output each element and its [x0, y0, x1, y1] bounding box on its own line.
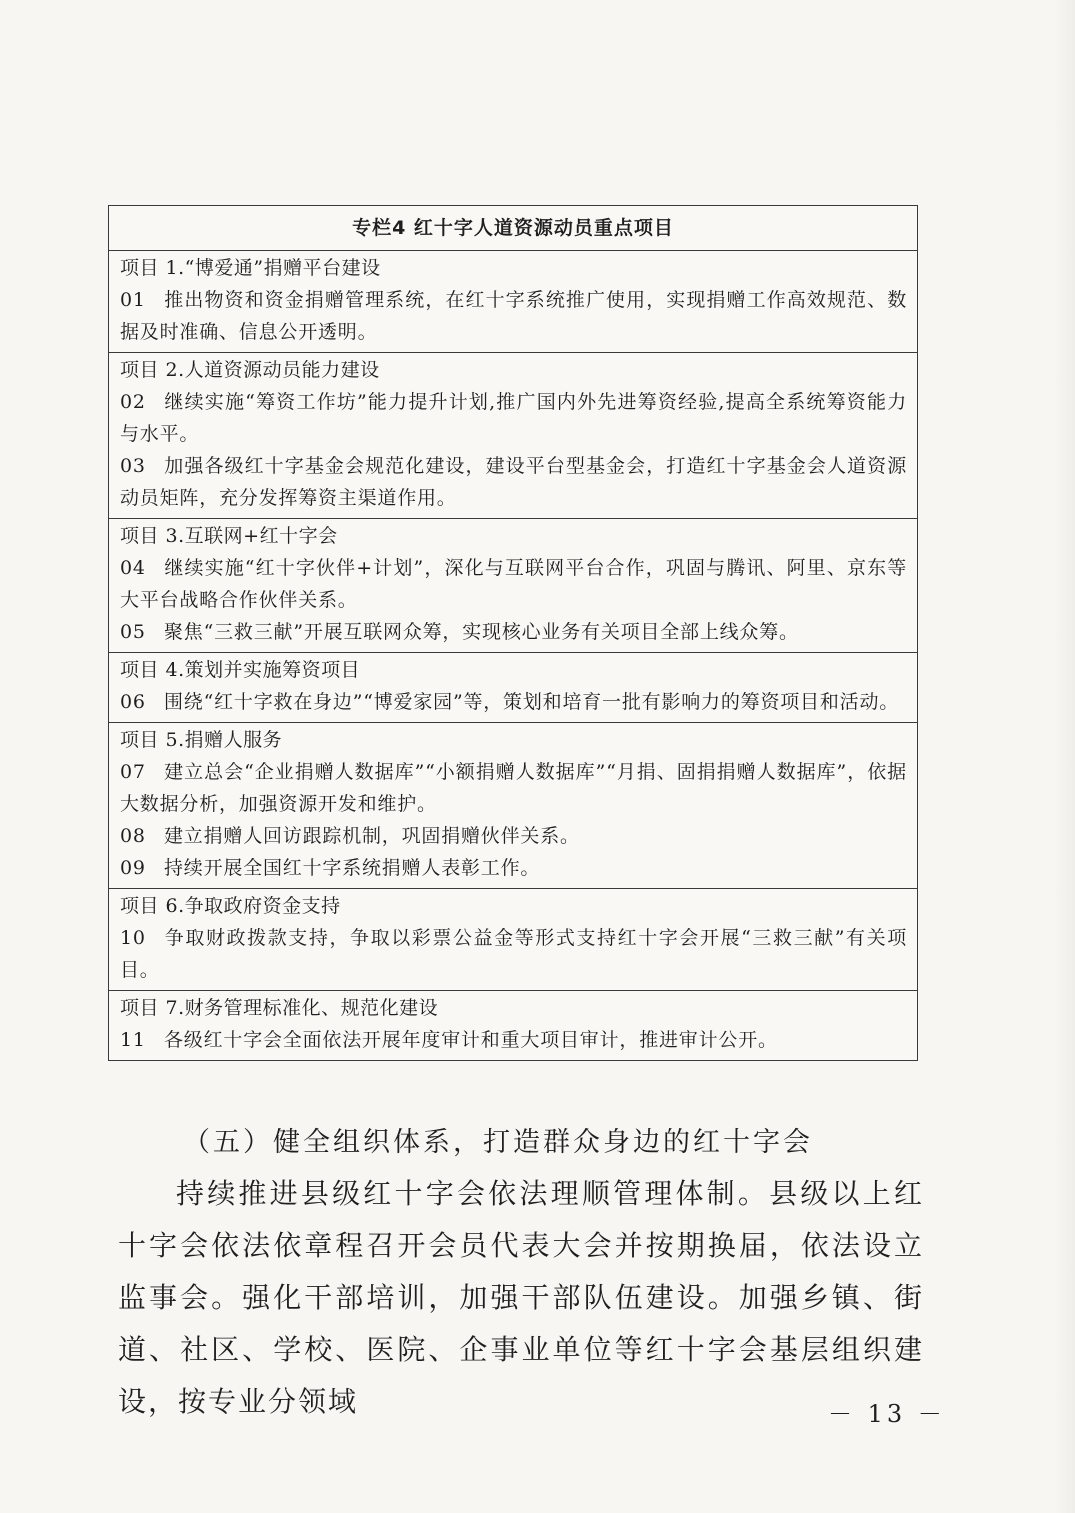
- project-item: [120, 852, 907, 884]
- item-text: 建立总会“企业捐赠人数据库”“小额捐赠人数据库”“月捐、固捐捐赠人数据库”，依据大数据分析，加强资源开发和维护。: [120, 761, 907, 815]
- item-text: 争取财政拨款支持，争取以彩票公益金等形式支持红十字会开展“三救三献”有关项目。: [120, 927, 907, 981]
- project-item: [120, 616, 907, 648]
- item-number: 05: [120, 621, 146, 643]
- item-text: 持续开展全国红十字系统捐赠人表彰工作。: [164, 857, 541, 879]
- project-item: [120, 284, 907, 348]
- project-title: 项目 3.互联网+红十字会: [120, 525, 338, 547]
- project-item: [120, 922, 907, 986]
- project-block: [109, 519, 917, 653]
- project-item: [120, 686, 907, 718]
- project-block: [109, 889, 917, 991]
- section-heading: （五）健全组织体系，打造群众身边的红十字会: [183, 1127, 813, 1158]
- item-number: 02: [120, 391, 146, 413]
- item-text: 推出物资和资金捐赠管理系统，在红十字系统推广使用，实现捐赠工作高效规范、数据及时准确、信息公开透明。: [120, 289, 907, 343]
- panel-title: 专栏4 红十字人道资源动员重点项目: [109, 206, 917, 251]
- project-title: 项目 1.“博爱通”捐赠平台建设: [120, 257, 381, 279]
- project-block: [109, 353, 917, 519]
- body-paragraph: 持续推进县级红十字会依法理顺管理体制。县级以上红十字会依法依章程召开会员代表大会并按期换届，依法设立监事会。强化干部培训，加强干部队伍建设。加强乡镇、街道、社区、学校、医院、企事业单位等红十字会基层组织建设，按专业分领域: [118, 1177, 924, 1418]
- project-item: [120, 1024, 907, 1056]
- item-text: 继续实施“红十字伙伴+计划”，深化与互联网平台合作，巩固与腾讯、阿里、京东等大平台战略合作伙伴关系。: [120, 557, 907, 611]
- project-block: [109, 723, 917, 889]
- item-text: 各级红十字会全面依法开展年度审计和重大项目审计，推进审计公开。: [164, 1029, 778, 1051]
- project-title: 项目 4.策划并实施筹资项目: [120, 659, 361, 681]
- item-number: 11: [120, 1029, 146, 1051]
- project-item: [120, 552, 907, 616]
- item-text: 加强各级红十字基金会规范化建设，建设平台型基金会，打造红十字基金会人道资源动员矩阵，充分发挥筹资主渠道作用。: [120, 455, 907, 509]
- item-number: 06: [120, 691, 146, 713]
- item-number: 07: [120, 761, 146, 783]
- item-number: 08: [120, 825, 146, 847]
- page-edge-shadow: [1053, 0, 1075, 1513]
- project-item: [120, 450, 907, 514]
- project-title: 项目 6.争取政府资金支持: [120, 895, 341, 917]
- item-number: 04: [120, 557, 146, 579]
- project-list: [109, 251, 917, 1060]
- project-block: [109, 251, 917, 353]
- project-item: [120, 756, 907, 820]
- item-number: 01: [120, 289, 146, 311]
- item-text: 围绕“红十字救在身边”“博爱家园”等，策划和培育一批有影响力的筹资项目和活动。: [164, 691, 900, 713]
- item-number: 03: [120, 455, 146, 477]
- project-item: [120, 820, 907, 852]
- project-panel: [108, 205, 918, 1061]
- project-item: [120, 386, 907, 450]
- item-number: 09: [120, 857, 146, 879]
- item-text: 继续实施“筹资工作坊”能力提升计划,推广国内外先进筹资经验,提高全系统筹资能力与水平。: [120, 391, 907, 445]
- project-block: [109, 653, 917, 723]
- item-text: 聚焦“三救三献”开展互联网众筹，实现核心业务有关项目全部上线众筹。: [164, 621, 799, 643]
- item-text: 建立捐赠人回访跟踪机制，巩固捐赠伙伴关系。: [164, 825, 580, 847]
- project-title: 项目 5.捐赠人服务: [120, 729, 283, 751]
- project-title: 项目 2.人道资源动员能力建设: [120, 359, 380, 381]
- item-number: 10: [120, 927, 146, 949]
- project-title: 项目 7.财务管理标准化、规范化建设: [120, 997, 439, 1019]
- project-block: [109, 991, 917, 1060]
- page-number: － 13 －: [828, 1400, 946, 1428]
